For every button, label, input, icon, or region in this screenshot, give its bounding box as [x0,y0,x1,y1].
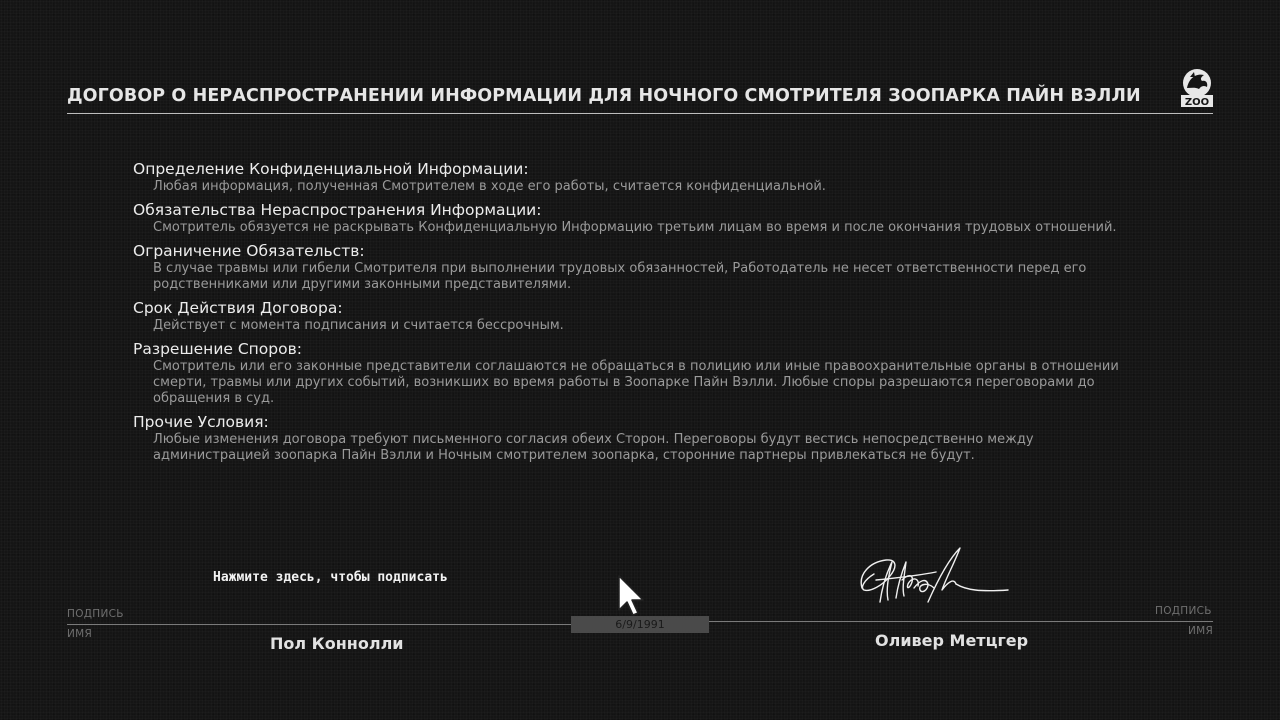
right-signature-line [709,621,1213,622]
clause-confidential-definition [133,160,1133,195]
clause-title: Срок Действия Договора: [133,299,343,317]
clause-dispute-resolution [133,340,1133,407]
mouse-cursor-icon [617,574,647,618]
clause-title: Прочие Условия: [133,413,269,431]
clause-liability-limitation [133,242,1133,293]
clause-other-terms [133,413,1133,464]
clause-title: Определение Конфиденциальной Информации: [133,160,529,178]
sign-here-button[interactable]: Нажмите здесь, чтобы подписать [213,570,448,585]
clause-title: Обязательства Нераспространения Информации: [133,201,542,219]
left-signature-line [67,624,571,625]
page-title: ДОГОВОР О НЕРАСПРОСТРАНЕНИИ ИНФОРМАЦИИ ДЛЯ НОЧНОГО СМОТРИТЕЛЯ ЗООПАРКА ПАЙН ВЭЛЛИ [67,86,1141,106]
right-signature-label: ПОДПИСЬ [1155,605,1212,617]
clause-text: Любая информация, полученная Смотрителем в ходе его работы, считается конфиденциальной. [153,179,826,194]
left-signature-label: ПОДПИСЬ [67,608,124,620]
clause-title: Разрешение Споров: [133,340,302,358]
clause-term [133,299,1133,334]
employer-signature [856,544,1012,614]
clause-nondisclosure-obligations [133,201,1133,236]
clause-list [133,160,1133,470]
clause-text: Действует с момента подписания и считается бессрочным. [153,318,564,333]
worker-name: Пол Коннолли [270,634,404,653]
logo-text: ZOO [1184,97,1210,108]
employer-name: Оливер Метцгер [875,631,1029,650]
zoo-logo-icon [1180,68,1214,108]
signing-date: 6/9/1991 [571,616,709,633]
header-divider [67,113,1213,114]
clause-text: Смотритель обязуется не раскрывать Конфиденциальную Информацию третьим лицам во время и после окончания трудовых отношений. [153,220,1117,235]
right-name-label: ИМЯ [1188,625,1214,637]
clause-text: Любые изменения договора требуют письменного согласия обеих Сторон. Переговоры будут вестись непосредственно между администрацией зоопарка Пайн Вэлли и Ночным смотрителем зоопарка, сторонние партнеры привлекаться не будут. [153,432,1034,463]
clause-text: Смотритель или его законные представители соглашаются не обращаться в полицию или иные правоохранительные органы в отношении смерти, травмы или других событий, возникших во время работы в Зоопарке Пайн Вэлли. Любые споры разрешаются переговорами до обращения в суд. [153,359,1119,406]
clause-title: Ограничение Обязательств: [133,242,365,260]
clause-text: В случае травмы или гибели Смотрителя при выполнении трудовых обязанностей, Работодатель не несет ответственности перед его родственниками или другими законными представителями. [153,261,1087,292]
left-name-label: ИМЯ [67,628,93,640]
